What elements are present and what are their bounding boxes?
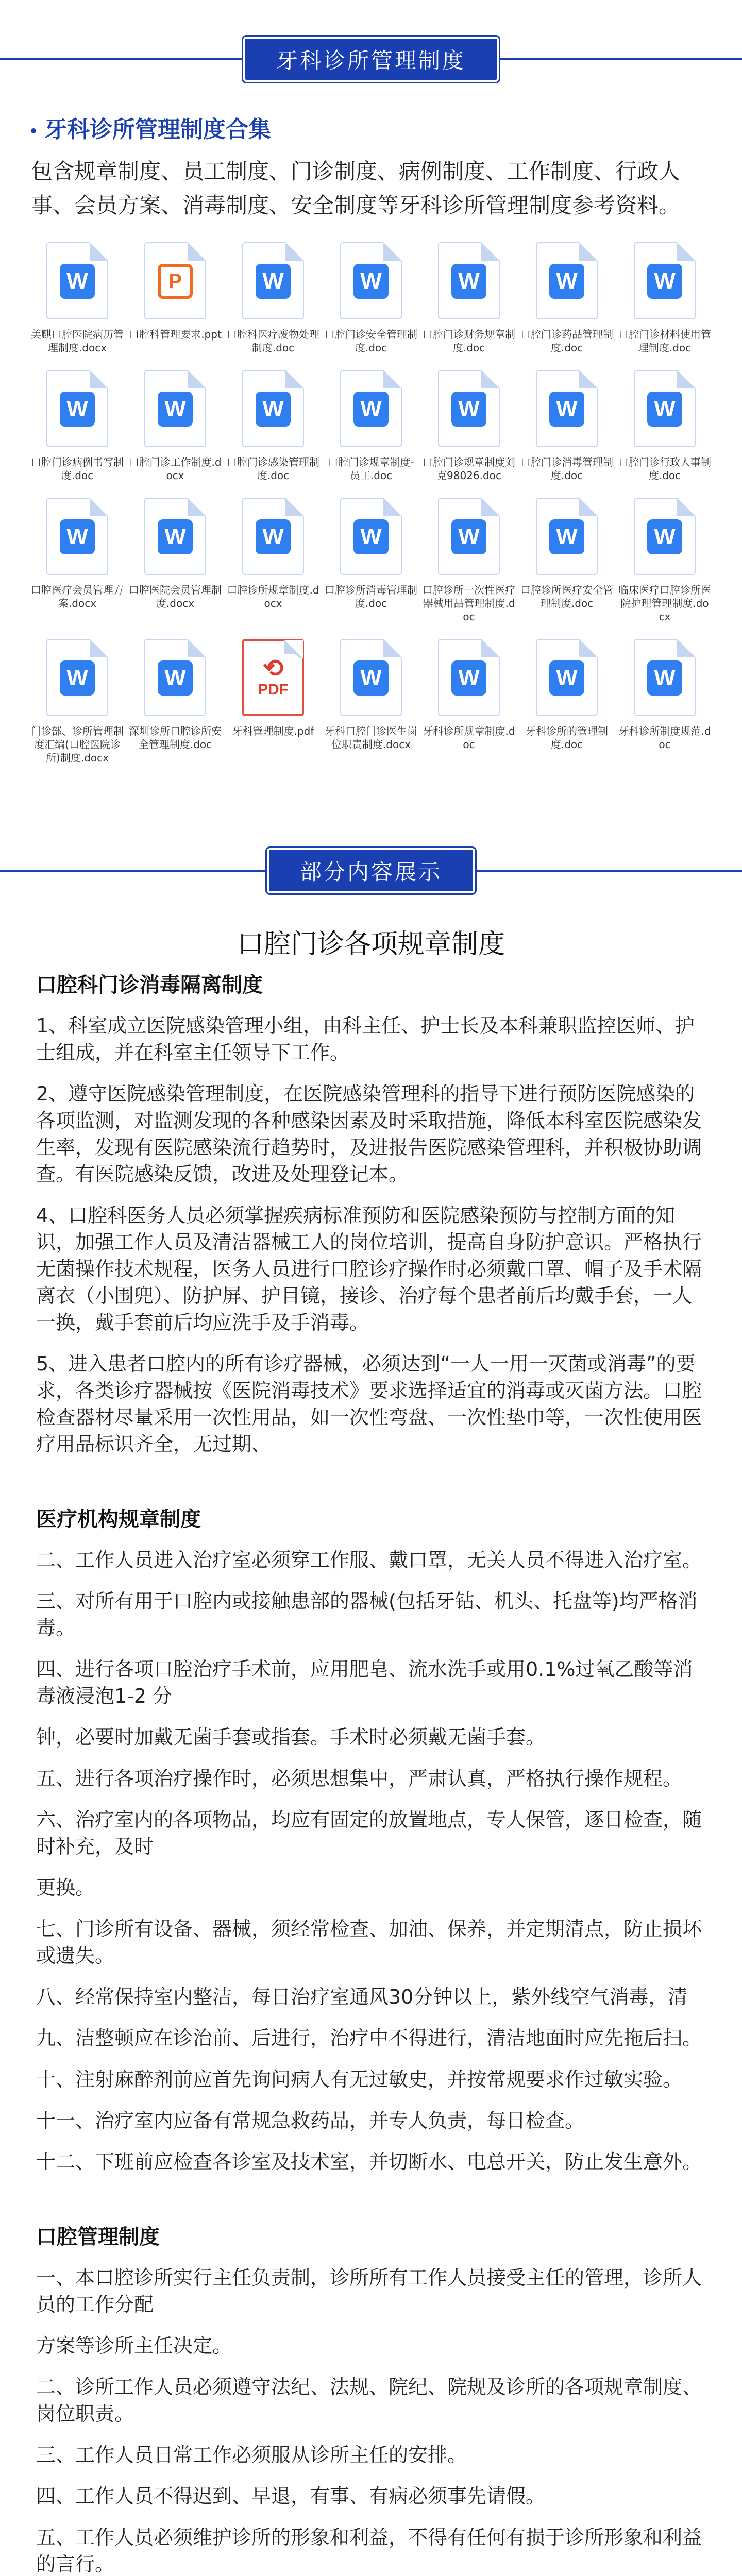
- document-content: [36, 969, 706, 2576]
- word-doc-icon: [531, 242, 603, 319]
- intro-text: 包含规章制度、员工制度、门诊制度、病例制度、工作制度、行政人事、会员方案、消毒制度、安全制度等牙科诊所管理制度参考资料。: [31, 159, 681, 218]
- file-type-badge: W: [353, 264, 389, 299]
- file-item[interactable]: [31, 639, 124, 765]
- file-item[interactable]: [520, 370, 613, 482]
- paragraph: 五、进行各项治疗操作时，必须思想集中，严肃认真，严格执行操作规程。: [36, 1767, 683, 1790]
- file-item[interactable]: [227, 498, 319, 623]
- file-type-badge: W: [158, 519, 193, 554]
- file-type-badge: W: [549, 264, 584, 299]
- file-name: 牙科管理制度.pdf: [232, 725, 314, 737]
- pdf-icon: [237, 639, 309, 716]
- file-type-badge: W: [60, 392, 95, 427]
- paragraph: 更换。: [36, 1876, 95, 1899]
- word-doc-icon: [433, 498, 505, 575]
- file-type-badge: W: [158, 660, 193, 696]
- paragraph: 三、工作人员日常工作必须服从诊所主任的安排。: [36, 2444, 467, 2466]
- word-doc-icon: [237, 242, 309, 319]
- file-item[interactable]: [423, 242, 515, 354]
- file-name: 口腔诊所规章制度.docx: [227, 584, 319, 609]
- section-heading: 口腔科门诊消毒隔离制度: [36, 973, 263, 997]
- word-doc-icon: [433, 370, 505, 447]
- file-item[interactable]: [618, 639, 711, 765]
- word-doc-icon: [629, 370, 701, 447]
- file-name: 临床医疗口腔诊所医院护理管理制度.docx: [618, 584, 711, 623]
- file-name: 口腔门诊规章制度刘克98026.doc: [423, 456, 515, 482]
- file-type-badge: W: [353, 660, 389, 696]
- word-doc-icon: [335, 498, 407, 575]
- paragraph: 一、本口腔诊所实行主任负责制，诊所所有工作人员接受主任的管理，诊所人员的工作分配: [36, 2266, 702, 2316]
- file-name: 口腔门诊药品管理制度.doc: [520, 328, 613, 354]
- paragraph: 六、治疗室内的各项物品，均应有固定的放置地点，专人保管，逐日检查，随时补充，及时: [36, 1808, 702, 1858]
- powerpoint-icon: [139, 242, 211, 319]
- file-name: 口腔门诊消毒管理制度.doc: [520, 456, 613, 482]
- paragraph: 十一、治疗室内应备有常规急救药品，并专人负责，每日检查。: [36, 2109, 585, 2132]
- top-banner: [0, 31, 742, 88]
- file-type-badge: W: [647, 519, 682, 554]
- section-title: 牙科诊所管理制度合集: [31, 111, 271, 144]
- paragraph: 5、进入患者口腔内的所有诊疗器械，必须达到“一人一用一灭菌或消毒”的要求，各类诊疗器械按《医院消毒技术》要求选择适宜的消毒或灭菌方法。口腔检查器材尽量采用一次性用品，如一次性弯盘、一次性垫巾等，一次性使用医疗用品标识齐全，无过期、: [36, 1352, 702, 1455]
- word-doc-icon: [531, 370, 603, 447]
- file-type-badge: W: [353, 392, 389, 427]
- word-doc-icon: [41, 242, 113, 319]
- file-type-badge: W: [451, 519, 486, 554]
- file-item[interactable]: [31, 242, 124, 354]
- file-item[interactable]: [227, 242, 319, 354]
- word-doc-icon: [139, 498, 211, 575]
- word-doc-icon: [139, 370, 211, 447]
- file-type-badge: W: [549, 519, 584, 554]
- pdf-symbol-icon: ⟲: [262, 655, 284, 682]
- file-type-badge: W: [451, 392, 486, 427]
- file-type-badge: P: [158, 264, 193, 299]
- file-type-badge: W: [256, 264, 291, 299]
- word-doc-icon: [335, 242, 407, 319]
- word-doc-icon: [139, 639, 211, 716]
- word-doc-icon: [41, 639, 113, 716]
- file-name: 口腔门诊工作制度.docx: [129, 456, 222, 482]
- word-doc-icon: [41, 370, 113, 447]
- paragraph: 七、门诊所有设备、器械，须经常检查、加油、保养，并定期清点，防止损坏或遗失。: [36, 1918, 702, 1967]
- paragraph: 钟，必要时加戴无菌手套或指套。手术时必须戴无菌手套。: [36, 1726, 546, 1749]
- file-item[interactable]: [423, 498, 515, 623]
- file-name: 口腔门诊行政人事制度.doc: [618, 456, 711, 482]
- file-item[interactable]: [618, 242, 711, 354]
- file-name: 口腔诊所消毒管理制度.doc: [325, 584, 417, 609]
- file-item[interactable]: [129, 639, 222, 765]
- word-doc-icon: [531, 498, 603, 575]
- file-name: 口腔门诊安全管理制度.doc: [325, 328, 417, 354]
- file-item[interactable]: [520, 639, 613, 765]
- file-name: 牙科诊所规章制度.doc: [423, 725, 515, 751]
- word-doc-icon: [335, 370, 407, 447]
- file-name: 口腔医疗会员管理方案.docx: [31, 584, 124, 609]
- file-item[interactable]: [227, 370, 319, 482]
- file-name: 门诊部、诊所管理制度汇编(口腔医院诊所)制度.docx: [31, 725, 124, 764]
- file-type-badge: ⟲ PDF: [247, 654, 299, 701]
- file-name: 口腔科管理要求.ppt: [129, 328, 222, 341]
- file-name: 口腔诊所一次性医疗器械用品管理制度.doc: [423, 584, 515, 623]
- file-type-badge: W: [647, 392, 682, 427]
- paragraph: 方案等诊所主任决定。: [36, 2334, 232, 2357]
- file-name: 口腔门诊感染管理制度.doc: [227, 456, 319, 482]
- banner-title: 部分内容展示: [267, 848, 475, 893]
- file-name: 口腔医院会员管理制度.docx: [129, 584, 222, 609]
- paragraph: 二、工作人员进入治疗室必须穿工作服、戴口罩，无关人员不得进入治疗室。: [36, 1549, 702, 1571]
- word-doc-icon: [335, 639, 407, 716]
- paragraph: 三、对所有用于口腔内或接触患部的器械(包括牙钻、机头、托盘等)均严格消毒。: [36, 1590, 698, 1639]
- paragraph: 4、口腔科医务人员必须掌握疾病标准预防和医院感染预防与控制方面的知识，加强工作人员及清洁器械工人的岗位培训，提高自身防护意识。严格执行无菌操作技术规程，医务人员进行口腔诊疗操作时必须戴口罩、帽子及手术隔离衣（小围兜）、防护屏、护目镜，接诊、治疗每个患者前后均戴手套，一人一换，戴手套前后均应洗手及手消毒。: [36, 1204, 702, 1334]
- paragraph: 四、工作人员不得迟到、早退，有事、有病必须事先请假。: [36, 2485, 546, 2507]
- file-name: 牙科诊所的管理制度.doc: [526, 725, 608, 751]
- file-type-badge: W: [60, 660, 95, 696]
- file-name: 口腔门诊规章制度-员工.doc: [328, 456, 414, 482]
- file-name: 口腔诊所医疗安全管理制度.doc: [520, 584, 613, 609]
- file-name: 牙科诊所制度规范.doc: [618, 725, 711, 751]
- file-type-badge: W: [549, 392, 584, 427]
- file-type-badge: W: [158, 392, 193, 427]
- mid-banner: [0, 848, 742, 894]
- file-type-badge: W: [256, 519, 291, 554]
- file-item[interactable]: [129, 370, 222, 482]
- file-type-badge: W: [647, 264, 682, 299]
- file-item[interactable]: [520, 498, 613, 623]
- file-type-badge: W: [451, 660, 486, 696]
- file-item[interactable]: [325, 498, 417, 623]
- paragraph: 十二、下班前应检查各诊室及技术室，并切断水、电总开关，防止发生意外。: [36, 2150, 702, 2173]
- file-item[interactable]: [227, 639, 319, 765]
- paragraph: 2、遵守医院感染管理制度，在医院感染管理科的指导下进行预防医院感染的各项监测，对监测发现的各种感染因素及时采取措施，降低本科室医院感染发生率，发现有医院感染流行趋势时，及进报告医院感染管理科，并积极协助调查。有医院感染反馈，改进及处理登记本。: [36, 1082, 702, 1185]
- document-title: 口腔门诊各项规章制度: [237, 929, 505, 960]
- file-item[interactable]: [520, 242, 613, 354]
- file-type-badge: W: [549, 660, 584, 696]
- paragraph: 九、洁整顿应在诊治前、后进行，治疗中不得进行，清洁地面时应先拖后扫。: [36, 2027, 702, 2049]
- file-name: 美麒口腔医院病历管理制度.docx: [31, 328, 124, 354]
- paragraph: 二、诊所工作人员必须遵守法纪、法规、院纪、院规及诊所的各项规章制度、岗位职责。: [36, 2376, 702, 2425]
- file-type-badge: W: [451, 264, 486, 299]
- word-doc-icon: [41, 498, 113, 575]
- file-item[interactable]: [31, 370, 124, 482]
- word-doc-icon: [433, 242, 505, 319]
- word-doc-icon: [531, 639, 603, 716]
- section-heading: 口腔管理制度: [36, 2225, 160, 2249]
- paragraph: 1、科室成立医院感染管理小组，由科主任、护士长及本科兼职监控医师、护士组成，并在科室主任领导下工作。: [36, 1014, 695, 1064]
- file-item[interactable]: [325, 639, 417, 765]
- file-item[interactable]: [423, 370, 515, 482]
- file-name: 口腔科医疗废物处理制度.doc: [227, 328, 319, 354]
- file-grid: [31, 242, 711, 765]
- paragraph: 五、工作人员必须维护诊所的形象和利益，不得有任何有损于诊所形象和利益的言行。: [36, 2526, 702, 2575]
- file-type-badge: W: [647, 660, 682, 696]
- file-item[interactable]: [618, 370, 711, 482]
- file-item[interactable]: [423, 639, 515, 765]
- file-item[interactable]: [325, 242, 417, 354]
- file-name: 深圳诊所口腔诊所安全管理制度.doc: [129, 725, 222, 751]
- word-doc-icon: [237, 370, 309, 447]
- banner-title: 牙科诊所管理制度: [243, 37, 499, 82]
- paragraph: 四、进行各项口腔治疗手术前，应用肥皂、流水洗手或用0.1%过氧乙酸等消毒液浸泡1-2 分: [36, 1658, 693, 1707]
- file-name: 口腔门诊财务规章制度.doc: [423, 328, 515, 354]
- file-type-badge: W: [353, 519, 389, 554]
- file-item[interactable]: [129, 242, 222, 354]
- word-doc-icon: [629, 498, 701, 575]
- file-type-badge: W: [60, 519, 95, 554]
- file-item[interactable]: [325, 370, 417, 482]
- word-doc-icon: [629, 242, 701, 319]
- file-name: 口腔门诊材料使用管理制度.doc: [618, 328, 711, 354]
- word-doc-icon: [433, 639, 505, 716]
- file-type-badge: W: [256, 392, 291, 427]
- file-item[interactable]: [129, 498, 222, 623]
- paragraph: 十、注射麻醉剂前应首先询问病人有无过敏史，并按常规要求作过敏实验。: [36, 2068, 683, 2091]
- word-doc-icon: [237, 498, 309, 575]
- file-type-badge: W: [60, 264, 95, 299]
- file-name: 牙科口腔门诊医生岗位职责制度.docx: [325, 725, 417, 751]
- file-item[interactable]: [31, 498, 124, 623]
- paragraph: 八、经常保持室内整洁，每日治疗室通风30分钟以上，紫外线空气消毒，清: [36, 1986, 688, 2008]
- word-doc-icon: [629, 639, 701, 716]
- file-name: 口腔门诊病例书写制度.doc: [31, 456, 124, 482]
- section-heading: 医疗机构规章制度: [36, 1507, 201, 1531]
- file-item[interactable]: [618, 498, 711, 623]
